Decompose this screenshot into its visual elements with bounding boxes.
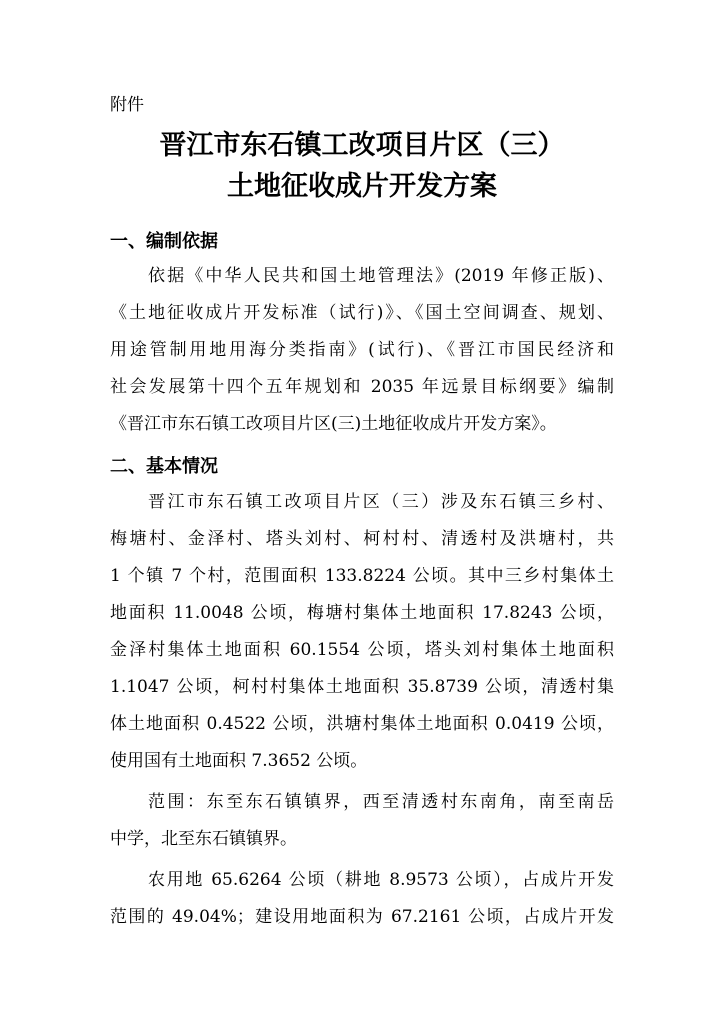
text-line: 社会发展第十四个五年规划和 2035 年远景目标纲要》编制 xyxy=(110,377,614,397)
text-line: 《土地征收成片开发标准（试行)》、《国土空间调查、规划、 xyxy=(110,303,614,323)
attachment-label: 附件 xyxy=(110,95,144,115)
document-title-line-1: 晋江市东石镇工改项目片区（三） xyxy=(159,130,565,161)
text-line: 依据《中华人民共和国土地管理法》(2019 年修正版)、 xyxy=(148,266,614,286)
text-line: 用途管制用地用海分类指南》(试行)、《晋江市国民经济和 xyxy=(110,340,614,360)
section-heading-basic-situation: 二、基本情况 xyxy=(110,456,218,477)
text-line: 中学，北至东石镇镇界。 xyxy=(110,829,297,849)
document-title-line-2: 土地征收成片开发方案 xyxy=(227,171,497,202)
text-line: 晋江市东石镇工改项目片区（三）涉及东石镇三乡村、 xyxy=(148,492,614,512)
text-line: 范围的 49.04%；建设用地面积为 67.2161 公顷，占成片开发 xyxy=(110,907,614,927)
text-line: 范围：东至东石镇镇界，西至清透村东南角，南至南岳 xyxy=(148,792,614,812)
text-line: 《晋江市东石镇工改项目片区(三)土地征收成片开发方案》。 xyxy=(110,414,557,434)
text-line: 地面积 11.0048 公顷，梅塘村集体土地面积 17.8243 公顷， xyxy=(110,603,614,623)
text-line: 金泽村集体土地面积 60.1554 公顷，塔头刘村集体土地面积 xyxy=(110,640,614,660)
text-line: 农用地 65.6264 公顷（耕地 8.9573 公顷），占成片开发 xyxy=(148,870,614,890)
text-line: 体土地面积 0.4522 公顷，洪塘村集体土地面积 0.0419 公顷， xyxy=(110,714,614,734)
section-heading-basis: 一、编制依据 xyxy=(110,231,218,252)
text-line: 1.1047 公顷，柯村村集体土地面积 35.8739 公顷，清透村集 xyxy=(110,677,614,697)
text-line: 梅塘村、金泽村、塔头刘村、柯村村、清透村及洪塘村，共 xyxy=(110,529,614,549)
text-line: 1 个镇 7 个村，范围面积 133.8224 公顷。其中三乡村集体土 xyxy=(110,566,614,586)
text-line: 使用国有土地面积 7.3652 公顷。 xyxy=(110,751,368,771)
